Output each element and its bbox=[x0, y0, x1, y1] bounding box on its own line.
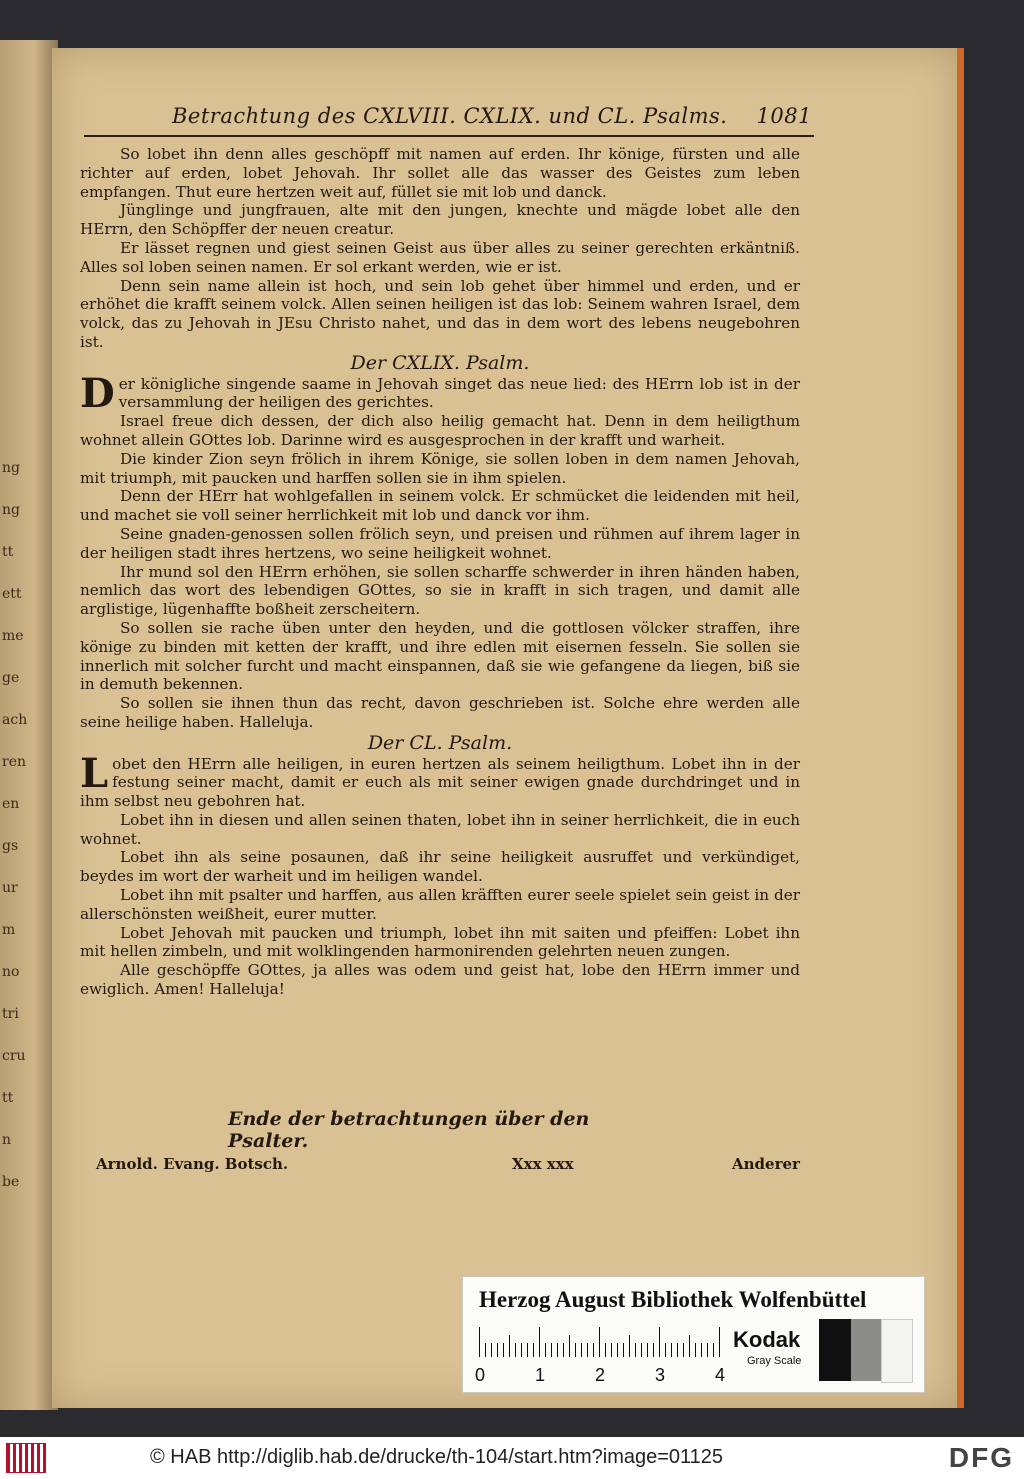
ruler-number: 1 bbox=[535, 1365, 546, 1385]
facing-page-fragment: tri bbox=[2, 1006, 19, 1022]
finis-line: Ende der betrachtungen über den Psalter. bbox=[228, 1108, 590, 1152]
page-body bbox=[80, 145, 800, 999]
ruler-tick bbox=[539, 1327, 540, 1357]
paragraph-text: obet den HErrn alle heiligen, in euren hertzen als seinem heiligthum. Lobet ihn in der festung seiner macht, damit er euch als mit seiner ewigen gnade durchdringet und in ihm selbst neu gebohren hat. bbox=[80, 754, 800, 811]
ruler-number: 2 bbox=[595, 1365, 606, 1385]
ruler-tick bbox=[575, 1343, 576, 1357]
ruler-tick bbox=[563, 1343, 564, 1357]
facing-page-fragment: me bbox=[2, 628, 24, 644]
facing-page-fragment: ur bbox=[2, 880, 18, 896]
ruler-tick bbox=[665, 1343, 666, 1357]
ruler-tick bbox=[509, 1335, 510, 1357]
paragraph: Alle geschöpffe GOttes, ja alles was odem und geist hat, lobe den HErrn immer und ewiglich. Amen! Halleluja! bbox=[80, 961, 800, 999]
psalm-heading: Der CL. Psalm. bbox=[367, 731, 513, 754]
ruler-tick bbox=[647, 1343, 648, 1357]
gray-patch bbox=[851, 1319, 881, 1381]
drop-initial: D bbox=[80, 369, 115, 417]
kodak-logo: Kodak bbox=[733, 1327, 801, 1352]
ruler-tick bbox=[545, 1343, 546, 1357]
facing-page-fragment: en bbox=[2, 796, 20, 812]
paragraph bbox=[80, 749, 800, 811]
paragraph: So sollen sie ihnen thun das recht, davon geschrieben ist. Solche ehre werden alle seine heilige haben. Halleluja. bbox=[80, 694, 800, 731]
ruler-tick bbox=[521, 1343, 522, 1357]
psalm-heading: Der CXLIX. Psalm. bbox=[350, 351, 530, 374]
running-title: Betrachtung des CXLVIII. CXLIX. und CL. Psalms. bbox=[172, 104, 728, 128]
ruler-tick bbox=[617, 1343, 618, 1357]
ruler-number: 3 bbox=[655, 1365, 666, 1385]
ruler-tick bbox=[629, 1335, 630, 1357]
header-rule bbox=[84, 135, 814, 137]
facing-page-fragment: tt bbox=[2, 544, 14, 560]
ruler-tick bbox=[683, 1343, 684, 1357]
facing-page-fragment: ng bbox=[2, 502, 20, 518]
drop-initial: L bbox=[80, 749, 109, 797]
paragraph: Denn sein name allein ist hoch, und sein lob gehet über himmel und erden, und er erhöhet die krafft seinem volck. Allen seinen heiligen ist das lob: Seinem wahren Israel, dem volck, das zu Jehovah in JEsu Christo nahet, und das in dem wort des lebens neugebohren ist. bbox=[80, 276, 800, 351]
facing-page-fragment: ett bbox=[2, 586, 22, 602]
page-number: 1081 bbox=[756, 104, 812, 128]
facing-page-fragment: gs bbox=[2, 838, 19, 854]
facing-page-fragment: ach bbox=[2, 712, 28, 728]
ruler-tick bbox=[599, 1327, 600, 1357]
paragraph: Jünglinge und jungfrauen, alte mit den jungen, knechte und mägde lobet alle den HErrn, den Schöpffer der neuen creatur. bbox=[80, 201, 800, 239]
ruler-number: 0 bbox=[475, 1365, 486, 1385]
ruler-tick bbox=[551, 1343, 552, 1357]
ruler-tick bbox=[503, 1343, 504, 1357]
facing-page-fragment: be bbox=[2, 1174, 20, 1190]
ruler-tick bbox=[587, 1343, 588, 1357]
facing-page-fragment: m bbox=[2, 922, 16, 938]
black-patch bbox=[819, 1319, 851, 1381]
ruler-tick bbox=[497, 1343, 498, 1357]
paragraph-text: er königliche singende saame in Jehovah singet das neue lied: des HErrn lob ist in der versammlung der heiligen des gerichtes. bbox=[118, 374, 800, 412]
white-patch bbox=[881, 1319, 913, 1383]
paragraph: Die kinder Zion seyn frölich in ihrem Könige, sie sollen loben in dem namen Jehovah, mit triumph, mit paucken und harffen sollen sie in ihm spielen. bbox=[80, 449, 800, 487]
ruler-tick bbox=[659, 1327, 660, 1357]
footer-author: Arnold. Evang. Botsch. bbox=[96, 1155, 289, 1173]
facing-page-edge bbox=[0, 40, 58, 1410]
paragraph: Denn der HErr hat wohlgefallen in seinem volck. Er schmücket die leidenden mit heil, und machet sie voll seiner herrlichkeit mit lob und danck vor ihm. bbox=[80, 487, 800, 525]
ruler-tick bbox=[515, 1343, 516, 1357]
color-reference-card bbox=[462, 1276, 925, 1393]
ruler-tick bbox=[485, 1343, 486, 1357]
ruler-tick bbox=[527, 1343, 528, 1357]
facing-page-fragment: tt bbox=[2, 1090, 14, 1106]
ruler-tick bbox=[677, 1343, 678, 1357]
paragraph: Lobet ihn in diesen und allen seinen thaten, lobet ihn in seiner herrlichkeit, die in euch wohnet. bbox=[80, 810, 800, 848]
ruler-tick bbox=[623, 1343, 624, 1357]
facing-page-fragment: ge bbox=[2, 670, 20, 686]
facing-page-fragment: n bbox=[2, 1132, 12, 1148]
hab-logo-icon bbox=[6, 1443, 46, 1473]
copyright-link[interactable]: © HAB http://diglib.hab.de/drucke/th-104/start.htm?image=01125 bbox=[150, 1446, 724, 1468]
ruler-tick bbox=[671, 1343, 672, 1357]
ruler-tick bbox=[701, 1343, 702, 1357]
ruler-tick bbox=[695, 1343, 696, 1357]
ruler-number: 4 bbox=[715, 1365, 726, 1385]
ruler-tick bbox=[593, 1343, 594, 1357]
ruler-tick bbox=[719, 1327, 720, 1357]
facing-page-fragment: no bbox=[2, 964, 20, 980]
facing-page-fragment: ren bbox=[2, 754, 26, 770]
ruler-tick bbox=[605, 1343, 606, 1357]
ruler-tick bbox=[713, 1343, 714, 1357]
dfg-logo: DFG bbox=[948, 1442, 1014, 1473]
paragraph bbox=[80, 369, 800, 417]
ruler-tick bbox=[533, 1343, 534, 1357]
ruler-tick bbox=[557, 1343, 558, 1357]
paragraph: So sollen sie rache üben unter den heyden, und die gottlosen völcker straffen, ihre könige zu binden mit ketten der krafft, und ihre edlen mit eisernen fesseln. Sie sollen sie innerlich mit solcher furcht und macht einspannen, daß sie wie gefangene da liegen, biß sie in demuth bekennen. bbox=[80, 618, 800, 694]
facing-page-fragment: cru bbox=[2, 1048, 26, 1064]
ruler-tick bbox=[635, 1343, 636, 1357]
facing-page-fragment: ng bbox=[2, 460, 20, 476]
ruler-tick bbox=[479, 1327, 480, 1357]
ruler-tick bbox=[491, 1343, 492, 1357]
ruler-tick bbox=[611, 1343, 612, 1357]
paragraph: Er lässet regnen und giest seinen Geist aus über alles zu seiner gerechten erkäntniß. Alles sol loben seinen namen. Er sol erkant werden, wie er ist. bbox=[80, 238, 800, 276]
gray-scale-label: Gray Scale bbox=[747, 1355, 802, 1367]
paragraph: Ihr mund sol den HErrn erhöhen, sie sollen scharffe schwerder in ihren händen haben, nemlich das wort des lebendigen GOttes, so sie in krafft in sich tragen, und damit alle arglistige, lügenhaffte boßheit zerscheitern. bbox=[80, 562, 800, 619]
ruler-tick bbox=[653, 1343, 654, 1357]
signature-mark: Xxx xxx bbox=[512, 1155, 574, 1173]
ruler-tick bbox=[641, 1343, 642, 1357]
viewer-footer-bar bbox=[0, 1437, 1024, 1479]
paragraph: Israel freue dich dessen, der dich also heilig gemacht hat. Denn in dem heiligthum wohnet allein GOttes lob. Darinne wird es ausgesprochen in der krafft und warheit. bbox=[80, 412, 800, 449]
paragraph: Lobet ihn als seine posaunen, daß ihr seine heiligkeit ausruffet und verkündiget, beydes im wort der warheit und im heiligen wandel. bbox=[80, 848, 800, 886]
ruler-tick bbox=[569, 1335, 570, 1357]
paragraph: Lobet Jehovah mit paucken und triumph, lobet ihn mit saiten und pfeiffen: Lobet ihn mit hellen zimbeln, und mit wolklingenden harmonirenden gelehrten neuen zungen. bbox=[80, 923, 800, 961]
ruler-tick bbox=[707, 1343, 708, 1357]
catchword: Anderer bbox=[732, 1155, 800, 1173]
paragraph: Lobet ihn mit psalter und harffen, aus allen kräfften eurer seele spielet sein geist in der allerschönsten weißheit, eurer mutter. bbox=[80, 886, 800, 923]
paragraph: Seine gnaden-genossen sollen frölich seyn, und preisen und rühmen auf ihrem lager in der heiligen stadt ihres hertzens, wo seine heiligkeit wohnet. bbox=[80, 524, 800, 562]
library-name: Herzog August Bibliothek Wolfenbüttel bbox=[479, 1287, 867, 1312]
measurement-ruler bbox=[479, 1327, 725, 1357]
ruler-tick bbox=[689, 1335, 690, 1357]
ruler-tick bbox=[581, 1343, 582, 1357]
paragraph: So lobet ihn denn alles geschöpff mit namen auf erden. Ihr könige, fürsten und alle richter auf erden, lobet Jehovah. Ihr sollet alle das wasser des Geistes zum leben empfangen. Thut eure hertzen weit auf, füllet sie mit lob und danck. bbox=[80, 145, 800, 201]
